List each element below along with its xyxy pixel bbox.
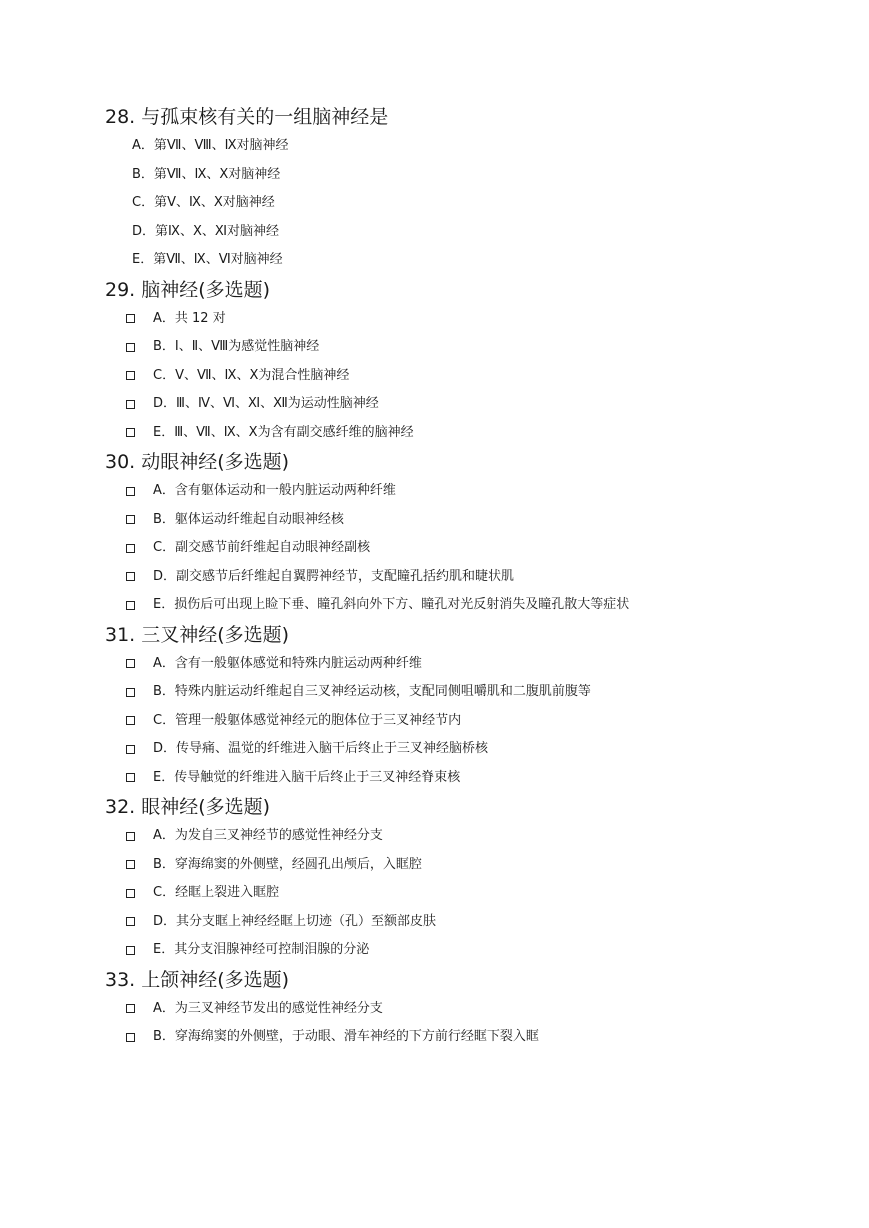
- option-c: C．管理一般躯体感觉神经元的胞体位于三叉神经节内: [105, 707, 845, 736]
- checkbox[interactable]: [126, 773, 135, 782]
- checkbox[interactable]: [126, 860, 135, 869]
- checkbox[interactable]: [126, 832, 135, 841]
- question-title: 33. 上颌神经(多选题): [105, 968, 290, 991]
- option-a: A．为三叉神经节发出的感觉性神经分支: [105, 995, 845, 1024]
- option-d: D．其分支眶上神经经眶上切迹（孔）至额部皮肤: [105, 908, 845, 937]
- option-c: C．Ⅴ、Ⅶ、Ⅸ、Ⅹ为混合性脑神经: [105, 362, 845, 391]
- checkbox[interactable]: [126, 343, 135, 352]
- question-32: [105, 792, 845, 965]
- option-e: E．传导触觉的纤维进入脑干后终止于三叉神经脊束核: [105, 764, 845, 793]
- option-b: B．Ⅰ、Ⅱ、Ⅷ为感觉性脑神经: [105, 333, 845, 362]
- checkbox[interactable]: [126, 1033, 135, 1042]
- checkbox[interactable]: [126, 716, 135, 725]
- question-30: [105, 447, 845, 620]
- option-d: D．传导痛、温觉的纤维进入脑干后终止于三叉神经脑桥核: [105, 735, 845, 764]
- checkbox[interactable]: [126, 745, 135, 754]
- checkbox[interactable]: [126, 314, 135, 323]
- checkbox[interactable]: [126, 688, 135, 697]
- option-c: C．经眶上裂进入眶腔: [105, 879, 845, 908]
- question-31: [105, 620, 845, 793]
- option-b: B．穿海绵窦的外侧壁，于动眼、滑车神经的下方前行经眶下裂入眶: [105, 1023, 845, 1052]
- question-title: 31. 三叉神经(多选题): [105, 623, 290, 646]
- checkbox[interactable]: [126, 515, 135, 524]
- option-b: B．特殊内脏运动纤维起自三叉神经运动核，支配同侧咀嚼肌和二腹肌前腹等: [105, 678, 845, 707]
- checkbox[interactable]: [126, 428, 135, 437]
- option-d: D．副交感节后纤维起自翼腭神经节，支配瞳孔括约肌和睫状肌: [105, 563, 845, 592]
- option-a: A．含有躯体运动和一般内脏运动两种纤维: [105, 477, 845, 506]
- option-b: B．躯体运动纤维起自动眼神经核: [105, 506, 845, 535]
- checkbox[interactable]: [126, 487, 135, 496]
- checkbox[interactable]: [126, 917, 135, 926]
- checkbox[interactable]: [126, 544, 135, 553]
- question-title: 28. 与孤束核有关的一组脑神经是: [105, 106, 389, 128]
- option-a[interactable]: A．第Ⅶ、Ⅷ、Ⅸ对脑神经: [132, 138, 289, 153]
- option-a: A．共 12 对: [105, 305, 845, 334]
- checkbox[interactable]: [126, 1004, 135, 1013]
- option-e: E．Ⅲ、Ⅶ、Ⅸ、Ⅹ为含有副交感纤维的脑神经: [105, 419, 845, 448]
- option-e[interactable]: E．第Ⅶ、Ⅸ、Ⅵ对脑神经: [132, 252, 283, 267]
- checkbox[interactable]: [126, 371, 135, 380]
- option-b[interactable]: B．第Ⅶ、Ⅸ、Ⅹ对脑神经: [132, 166, 281, 182]
- document-page: [105, 102, 845, 1052]
- option-c: C．副交感节前纤维起自动眼神经副核: [105, 534, 845, 563]
- option-d: D．Ⅲ、Ⅳ、Ⅵ、Ⅺ、Ⅻ为运动性脑神经: [105, 390, 845, 419]
- option-d[interactable]: D．第Ⅸ、Ⅹ、Ⅺ对脑神经: [132, 223, 279, 239]
- question-28: [105, 102, 845, 275]
- option-e: E．损伤后可出现上睑下垂、瞳孔斜向外下方、瞳孔对光反射消失及瞳孔散大等症状: [105, 591, 845, 620]
- option-e: E．其分支泪腺神经可控制泪腺的分泌: [105, 936, 845, 965]
- question-title: 30. 动眼神经(多选题): [105, 451, 290, 473]
- checkbox[interactable]: [126, 946, 135, 955]
- question-title: 32. 眼神经(多选题): [105, 796, 271, 818]
- question-29: [105, 275, 845, 448]
- checkbox[interactable]: [126, 572, 135, 581]
- option-b: B．穿海绵窦的外侧壁，经圆孔出颅后，入眶腔: [105, 851, 845, 880]
- checkbox[interactable]: [126, 601, 135, 610]
- checkbox[interactable]: [126, 889, 135, 898]
- checkbox[interactable]: [126, 659, 135, 668]
- option-a: A．为发自三叉神经节的感觉性神经分支: [105, 822, 845, 851]
- question-33: [105, 965, 845, 1052]
- option-a: A．含有一般躯体感觉和特殊内脏运动两种纤维: [105, 650, 845, 679]
- checkbox[interactable]: [126, 400, 135, 409]
- question-title: 29. 脑神经(多选题): [105, 278, 271, 301]
- option-c[interactable]: C．第Ⅴ、Ⅸ、Ⅹ对脑神经: [132, 195, 275, 210]
